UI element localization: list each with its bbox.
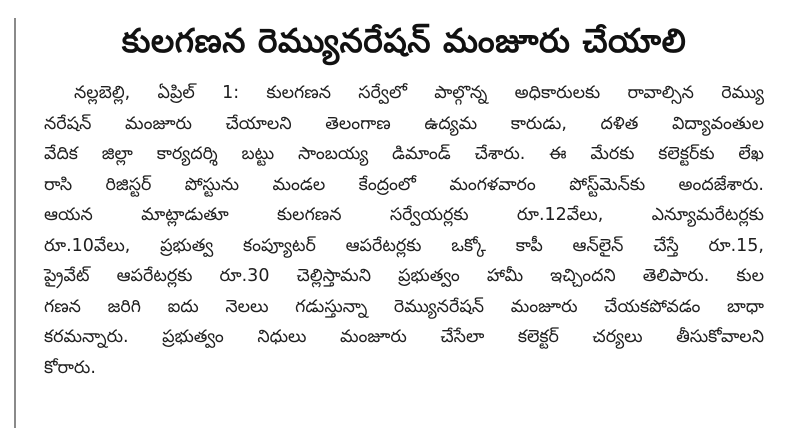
body-line: కరమన్నారు. ప్రభుత్వం నిధులు మంజూరు చేసేలా కలెక్టర్ చర్యలు తీసుకోవాలని: [44, 327, 764, 347]
article-body: [44, 78, 764, 383]
body-line: వేదిక జిల్లా కార్యదర్శి బట్టు సాంబయ్య డిమాండ్ చేశారు. ఈ మేరకు కలెక్టర్‌కు లేఖ: [44, 144, 764, 164]
body-line: రూ.10వేలు, ప్రభుత్వ కంప్యూటర్ ఆపరేటర్లకు ఒక్కో కాపీ ఆన్‌లైన్ చేస్తే రూ.15,: [44, 235, 764, 256]
body-line: ఆయన మాట్లాడుతూ కులగణన సర్వేయర్లకు రూ.12వేలు, ఎన్యూమరేటర్లకు: [44, 205, 764, 225]
news-article: [44, 10, 764, 383]
body-line: గణన జరిగి ఐదు నెలలు గడుస్తున్నా రెమ్యునరేషన్ మంజూరు చేయకపోవడం బాధా: [44, 296, 764, 317]
column-divider: [14, 18, 16, 428]
body-line: నరేషన్ మంజూరు చేయాలని తెలంగాణ ఉద్యమ కారుడు, దళిత విద్యావంతుల: [44, 113, 764, 134]
body-line: నల్లబెల్లి, ఏప్రిల్ 1: కులగణన సర్వేలో పాల్గొన్న అధికారులకు రావాల్సిన రెమ్యు: [74, 83, 764, 103]
body-line: కోరారు.: [44, 357, 96, 378]
body-line: ప్రైవేట్ ఆపరేటర్లకు రూ.30 చెల్లిస్తామని ప్రభుత్వం హామీ ఇచ్చిందని తెలిపారు. కుల: [44, 266, 764, 286]
headline: కులగణన రెమ్యునరేషన్ మంజూరు చేయాలి: [121, 21, 687, 60]
body-line: రాసి రిజిస్టర్ పోస్టును మండల కేంద్రంలో మంగళవారం పోస్ట్‌మెన్‌కు అందజేశారు.: [44, 174, 764, 195]
